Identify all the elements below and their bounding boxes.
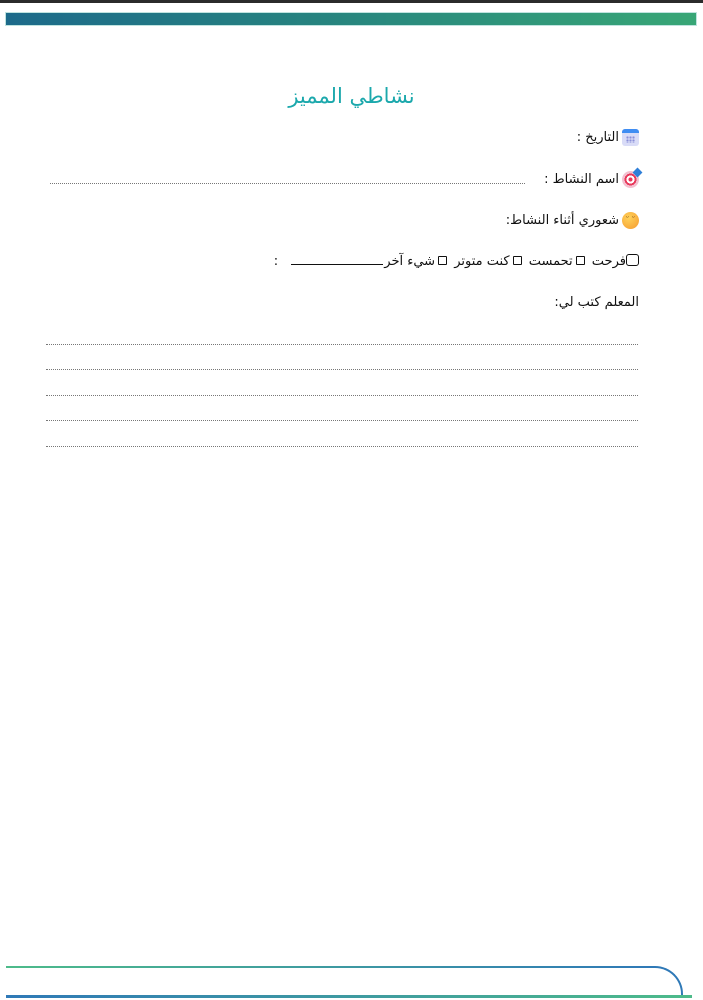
date-field bbox=[577, 129, 639, 146]
teacher-note-field bbox=[554, 295, 639, 310]
activity-name-field bbox=[544, 171, 639, 188]
option-excited: تحمست bbox=[528, 254, 573, 269]
footer-curve bbox=[647, 966, 683, 996]
option-nervous: كنت متوتر bbox=[454, 254, 510, 269]
checkbox-happy[interactable] bbox=[626, 254, 639, 266]
activity-name-label: اسم النشاط : bbox=[544, 172, 619, 187]
other-blank-line[interactable] bbox=[291, 254, 383, 265]
checkbox-other[interactable] bbox=[438, 256, 447, 265]
top-edge bbox=[0, 0, 703, 3]
option-other: شيء آخر bbox=[384, 254, 436, 269]
footer-line-thin bbox=[6, 966, 653, 968]
feeling-field bbox=[506, 212, 639, 229]
teacher-note-line-1[interactable] bbox=[46, 344, 638, 345]
teacher-note-label: المعلم كتب لي: bbox=[554, 295, 639, 310]
checkbox-nervous[interactable] bbox=[513, 256, 522, 265]
target-icon bbox=[622, 171, 639, 188]
feelings-options bbox=[274, 254, 639, 269]
footer-line-thick bbox=[6, 995, 692, 998]
teacher-note-line-4[interactable] bbox=[46, 420, 638, 421]
header-gradient-bar bbox=[6, 13, 696, 25]
option-happy: فرحت bbox=[591, 254, 626, 269]
checkbox-excited[interactable] bbox=[576, 256, 585, 265]
trailing-colon: : bbox=[273, 254, 279, 269]
feeling-label: شعوري أثناء النشاط: bbox=[505, 213, 619, 228]
teacher-note-line-5[interactable] bbox=[46, 446, 638, 447]
teacher-note-line-3[interactable] bbox=[46, 395, 638, 396]
activity-name-blank-line[interactable] bbox=[50, 183, 525, 184]
calendar-icon bbox=[622, 129, 639, 146]
date-label: التاريخ : bbox=[576, 130, 619, 145]
page-title: نشاطي المميز bbox=[288, 84, 415, 108]
smiling-face-icon bbox=[622, 212, 639, 229]
teacher-note-line-2[interactable] bbox=[46, 369, 638, 370]
